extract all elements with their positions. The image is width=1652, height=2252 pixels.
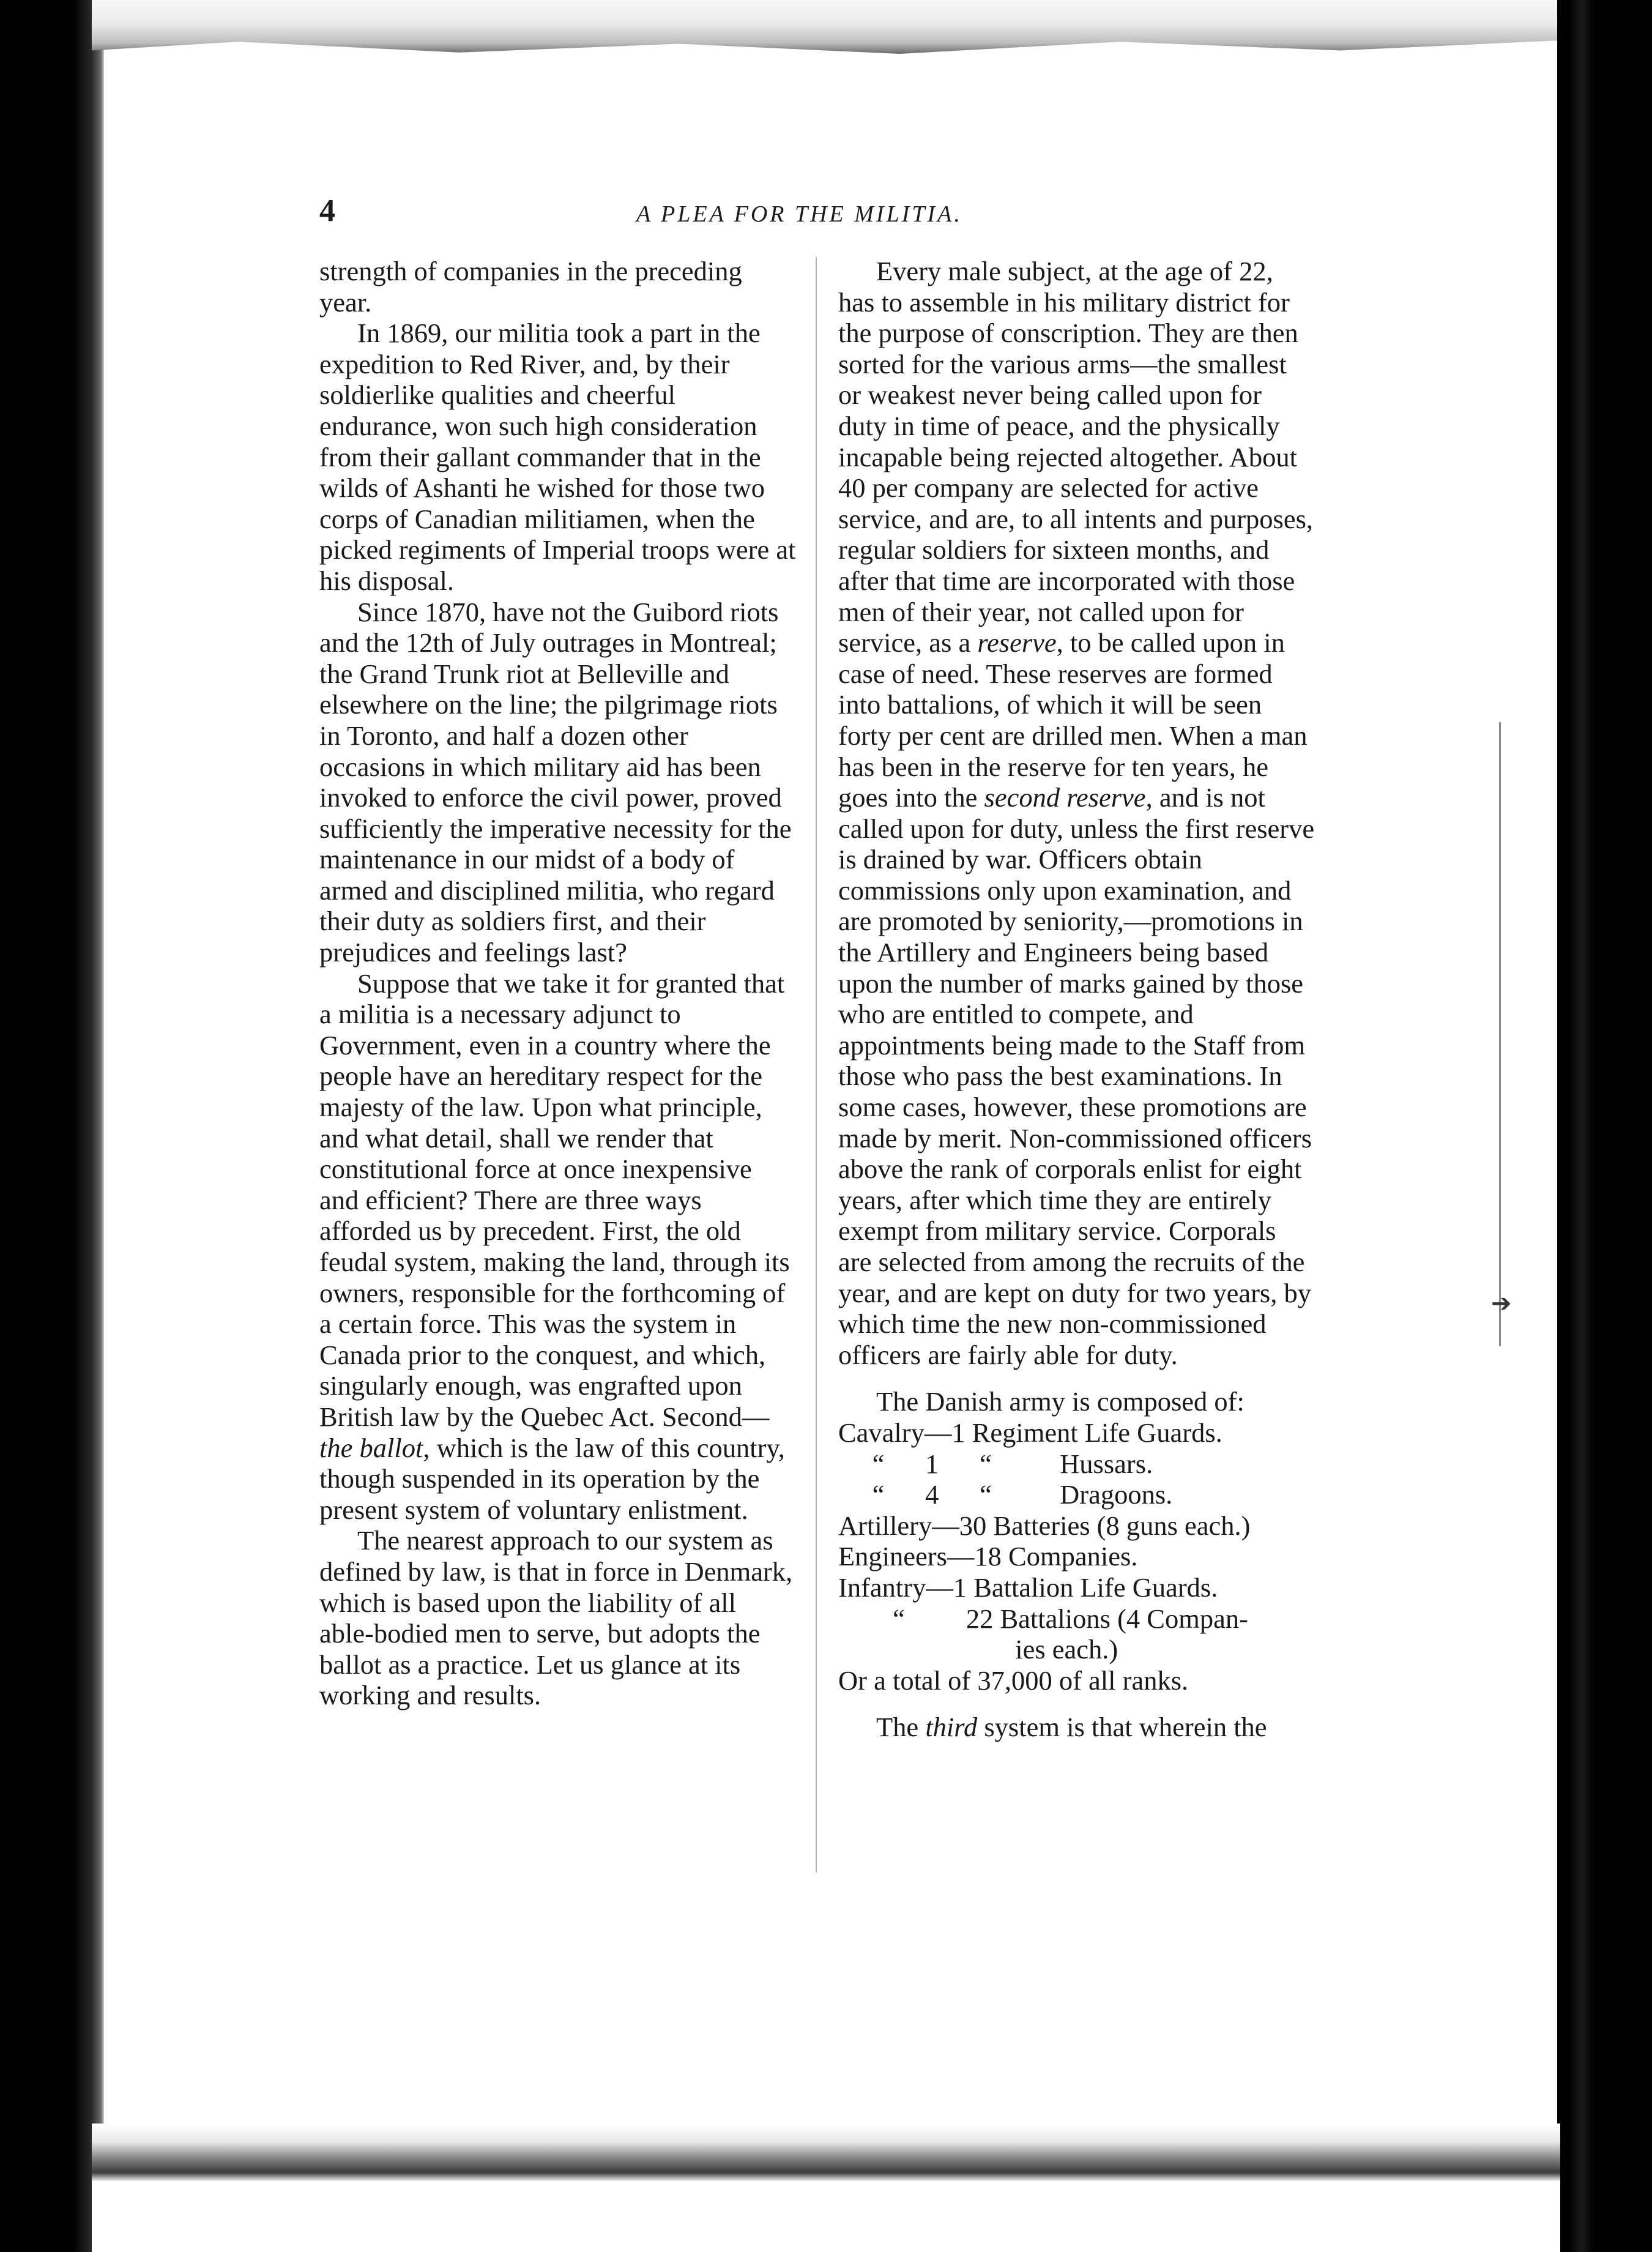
army-intro: The Danish army is composed of: — [876, 1386, 1245, 1417]
paragraph: In 1869, our militia took a part in the expedition to Red River, and, by their soldierlike qualities and cheerful endurance, won such high consideration from their gallant commander that in the wilds of Ashanti he wished for those two corps of Canadian militiamen, when the picked regiments of Imperial troops were at his disposal. — [319, 318, 796, 596]
army-composition-list — [838, 1417, 1315, 1696]
scan-border-right — [1557, 0, 1652, 2252]
army-row: Artillery—30 Batteries (8 guns each.) — [838, 1510, 1251, 1541]
army-row: Infantry—1 Battalion Life Guards. — [838, 1572, 1218, 1603]
paragraph — [838, 256, 1315, 1370]
paragraph: strength of companies in the preceding year. — [319, 256, 742, 318]
army-row: Engineers—18 Companies. — [838, 1541, 1138, 1572]
italic-run: third — [925, 1712, 978, 1743]
text-run: Every male subject, at the age of 22, has to assemble in his military district for the purpose of conscription. They are then sorted for the various arms—the smallest or weakest never being called upon for duty in time of peace, and the physically incapable being rejected altogether. About 40 per company are selected for active service, and are, to all intents and purposes, regular soldiers for sixteen months, and after that time are incorporated with those men of their year, not called upon for service, as a — [838, 256, 1314, 658]
paragraph — [838, 1712, 1315, 1743]
italic-run: the ballot — [319, 1432, 423, 1463]
army-row: “ 4 “ Dragoons. — [838, 1479, 1173, 1510]
text-run: Suppose that we take it for granted that a militia is a necessary adjunct to Government, even in a country where the people have an hereditary respect for the majesty of the law. Upon what principle, and what detail, shall we render that constitutional force at once inexpensive and efficient? There are three ways afforded us by precedent. First, the old feudal system, making the land, through its owners, responsible for the forthcoming of a certain force. This was the system in Canada prior to the conquest, and which, singularly enough, was engrafted upon British law by the Quebec Act. Second— — [319, 968, 790, 1432]
page-number: 4 — [319, 193, 335, 228]
army-row: “ 22 Battalions (4 Compan- — [838, 1603, 1248, 1634]
text-run: The — [876, 1712, 926, 1743]
army-row: Or a total of 37,000 of all ranks. — [838, 1665, 1189, 1696]
text-run: , to be called upon in case of need. These reserves are formed into battalions, of which it will be seen forty per cent are drilled men. When a man has been in the reserve for ten years, he goes into the — [838, 627, 1308, 813]
margin-arrow-mark: ➔ — [1491, 1289, 1512, 1317]
army-row: ies each.) — [838, 1634, 1118, 1665]
paragraph — [319, 968, 797, 1526]
text-run: , which is the law of this country, though suspended in its operation by the present system of voluntary enlistment. — [319, 1432, 785, 1525]
text-run: , and is not called upon for duty, unless the first reserve is drained by war. Officers obtain commissions only upon examination, and are promoted by seniority,—promotions in the Artillery and Engineers being based upon the number of marks gained by those who are entitled to compete, and appointments being made to the Staff from those who pass the best examinations. In some cases, however, these promotions are made by merit. Non-commissioned officers above the rank of corporals enlist for eight years, after which time they are entirely exempt from military service. Corporals are selected from among the recruits of the year, and are kept on duty for two years, by which time the new non-commissioned officers are fairly able for duty. — [838, 782, 1315, 1370]
text-run: system is that wherein the — [977, 1712, 1267, 1743]
column-divider — [816, 257, 817, 1873]
scan-border-left — [0, 0, 104, 2252]
paragraph: The nearest approach to our system as defined by law, is that in force in Denmark, which is based upon the liability of all able-bodied men to serve, but adopts the ballot as a practice. Let us glance at its working and results. — [319, 1525, 793, 1711]
scan-border-bottom — [92, 2123, 1560, 2252]
right-column — [838, 256, 1315, 1743]
paragraph: Since 1870, have not the Guibord riots and the 12th of July outrages in Montreal; the Grand Trunk riot at Belleville and elsewhere on the line; the pilgrimage riots in Toronto, and half a dozen other occasions in which military aid has been invoked to enforce the civil power, proved sufficiently the imperative necessity for the maintenance in our midst of a body of armed and disciplined militia, who regard their duty as soldiers first, and their prejudices and feelings last? — [319, 596, 792, 968]
scan-border-top — [92, 0, 1560, 67]
italic-run: second reserve — [984, 782, 1146, 813]
margin-rule-line — [1499, 722, 1501, 1346]
army-row: Cavalry—1 Regiment Life Guards. — [838, 1417, 1222, 1448]
italic-run: reserve — [977, 627, 1057, 658]
running-title: A PLEA FOR THE MILITIA. — [636, 201, 962, 227]
army-row: “ 1 “ Hussars. — [838, 1448, 1153, 1479]
left-column — [319, 256, 797, 1711]
